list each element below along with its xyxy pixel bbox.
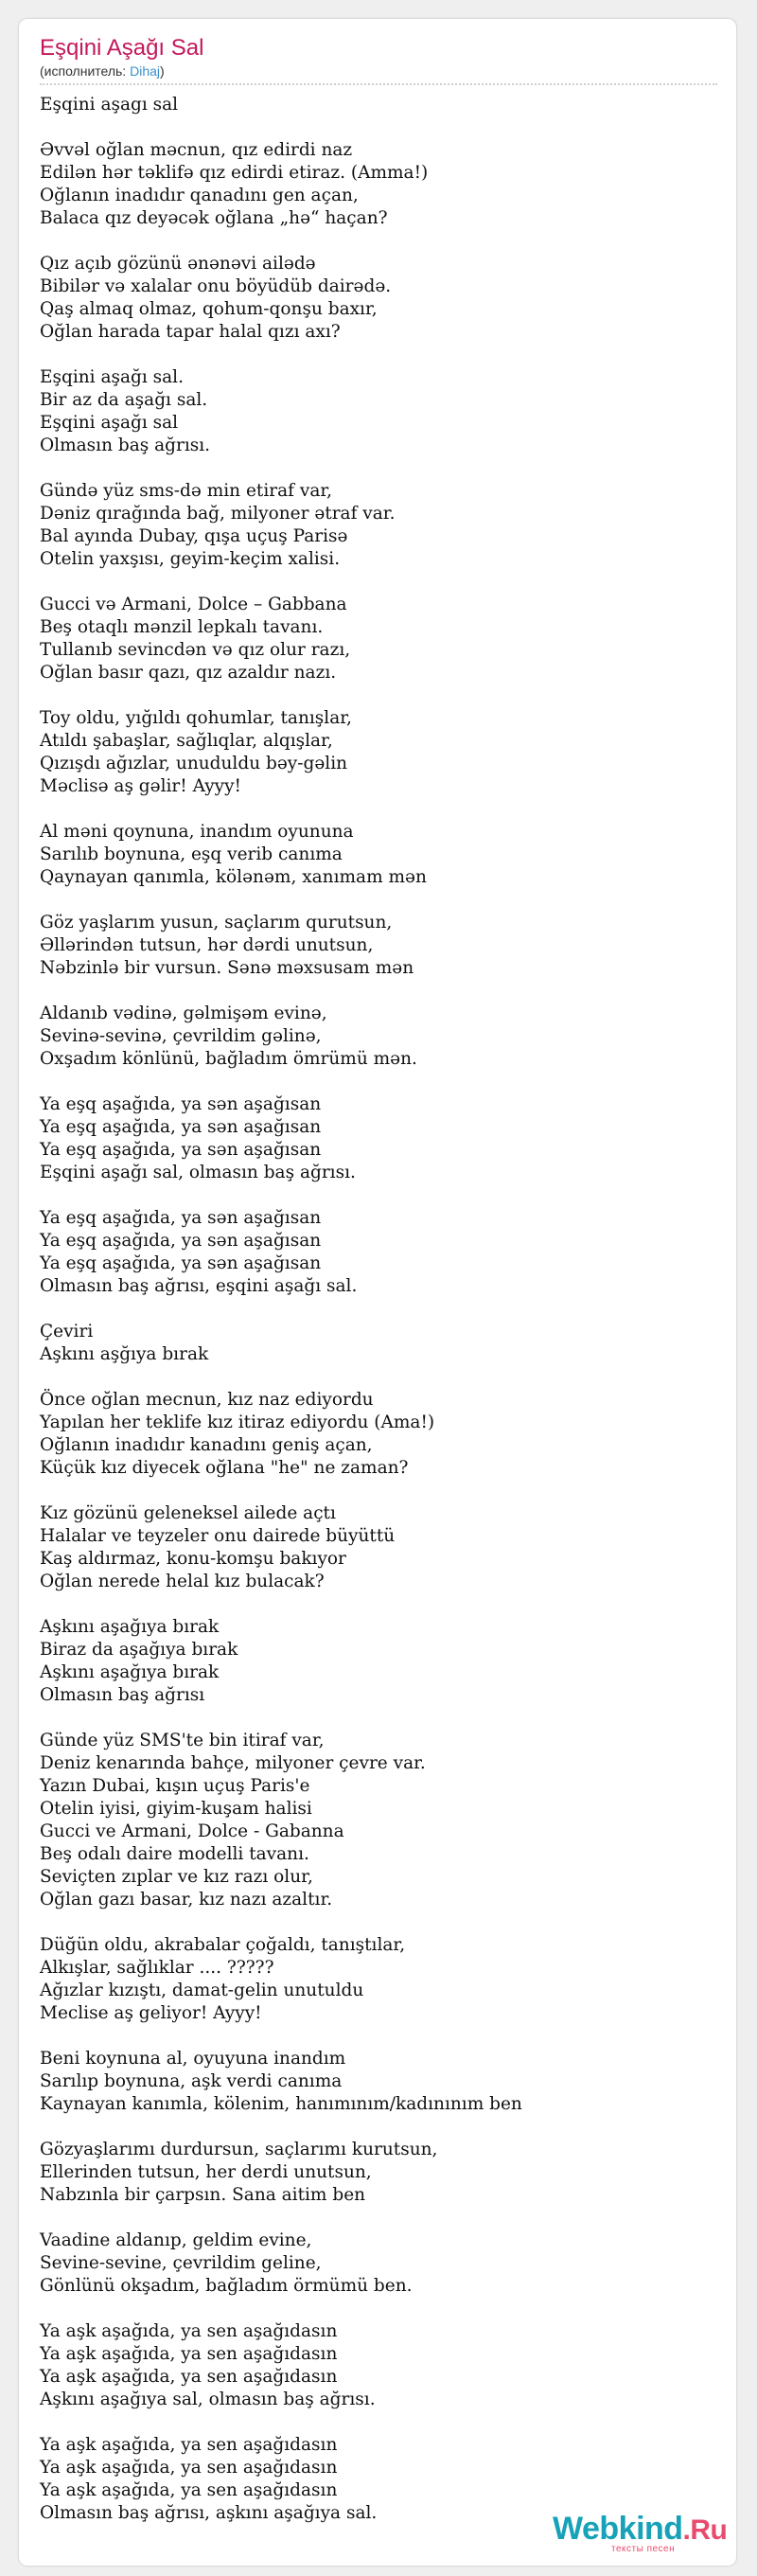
lyric-line: Sarılıp boynuna, aşk verdi canıma — [40, 2071, 343, 2091]
lyric-line: Aşkını aşağıya bırak — [40, 1617, 220, 1637]
song-header — [40, 35, 717, 85]
lyric-line: Ağızlar kızıştı, damat-gelin unutuldu — [40, 1981, 364, 2000]
lyric-line: Eşqini aşagı sal — [40, 95, 179, 115]
lyrics-stanza — [40, 366, 717, 457]
lyric-line: Ya eşq aşağıda, ya sən aşağısan — [40, 1208, 322, 1228]
lyric-line: Beni koynuna al, oyuyuna inandım — [40, 2049, 346, 2069]
lyric-line: Önce oğlan mecnun, kız naz ediyordu — [40, 1390, 374, 1410]
lyrics-stanza — [40, 1502, 717, 1593]
lyric-line: Eşqini aşağı sal. — [40, 367, 184, 387]
lyric-line: Tullanıb sevincdən və qız olur razı, — [40, 640, 351, 660]
lyric-line: Olmasın baş ağrısı. — [40, 435, 211, 455]
lyric-line: Yapılan her teklife kız itiraz ediyordu (Ama!) — [40, 1412, 435, 1432]
lyrics-stanza — [40, 1389, 717, 1480]
webkind-logo[interactable] — [553, 2511, 742, 2560]
lyric-line: Ellerinden tutsun, her derdi unutsun, — [40, 2162, 372, 2182]
dotted-divider — [40, 83, 717, 85]
lyric-line: Halalar ve teyzeler onu dairede büyüttü — [40, 1526, 396, 1546]
lyric-line: Ya aşk aşağıda, ya sen aşağıdasın — [40, 2435, 338, 2455]
logo-text — [553, 2511, 742, 2549]
lyrics-stanza — [40, 2139, 717, 2207]
lyric-line: Kaynayan kanımla, kölenim, hanımınım/kadınınım ben — [40, 2094, 522, 2114]
lyric-line: Nabzınla bir çarpsın. Sana aitim ben — [40, 2185, 366, 2205]
lyrics-stanza — [40, 480, 717, 571]
lyrics-stanza — [40, 2320, 717, 2411]
lyrics-stanza — [40, 1093, 717, 1184]
lyric-line: Eşqini aşağı sal, olmasın baş ağrısı. — [40, 1163, 356, 1182]
lyric-line: Kaş aldırmaz, konu-komşu bakıyor — [40, 1549, 346, 1569]
lyric-line: Gucci ve Armani, Dolce - Gabanna — [40, 1821, 344, 1841]
lyric-line: Sarılıb boynuna, eşq verib canıma — [40, 844, 343, 864]
lyric-line: Biraz da aşağıya bırak — [40, 1640, 238, 1660]
lyric-line: Qız açıb gözünü ənənəvi ailədə — [40, 254, 316, 274]
lyric-line: Beş otaqlı mənzil lepkalı tavanı. — [40, 617, 324, 637]
lyric-line: Alkışlar, sağlıklar .... ????? — [40, 1958, 274, 1978]
lyric-line: Meclise aş geliyor! Ayyy! — [40, 2003, 262, 2023]
lyric-line: Sevinə-sevinə, çevrildim gəlinə, — [40, 1026, 322, 1046]
lyric-line: Küçük kız diyecek oğlana "he" ne zaman? — [40, 1458, 409, 1478]
lyric-line: Balaca qız deyəcək oğlana „hə“ haçan? — [40, 208, 388, 228]
lyrics-stanza — [40, 821, 717, 889]
lyric-line: Aşkını aşağıya bırak — [40, 1662, 220, 1682]
lyric-line: Aşkını aşağıya sal, olmasın baş ağrısı. — [40, 2389, 376, 2409]
lyric-line: Düğün oldu, akrabalar çoğaldı, tanıştılar, — [40, 1935, 406, 1955]
lyric-line: Əvvəl oğlan məcnun, qız edirdi naz — [40, 140, 353, 160]
lyric-line: Al məni qoynuna, inandım oyununa — [40, 822, 354, 842]
lyric-line: Ya aşk aşağıda, ya sen aşağıdasın — [40, 2321, 338, 2341]
lyric-line: Eşqini aşağı sal — [40, 413, 179, 433]
lyric-line: Ya eşq aşağıda, ya sən aşağısan — [40, 1117, 322, 1137]
lyric-line: Gündə yüz sms-də min etiraf var, — [40, 481, 333, 501]
lyric-line: Aşkını aşğıya bırak — [40, 1344, 209, 1364]
lyric-line: Otelin iyisi, giyim-kuşam halisi — [40, 1799, 312, 1819]
lyric-line: Bir az da aşağı sal. — [40, 390, 208, 410]
lyric-line: Qızışdı ağızlar, unuduldu bəy-gəlin — [40, 754, 348, 773]
lyric-line: Sevine-sevine, çevrildim geline, — [40, 2253, 322, 2273]
performer-link[interactable]: Dihaj — [130, 63, 160, 79]
lyric-line: Olmasın baş ağrısı — [40, 1685, 205, 1705]
lyrics-stanza — [40, 594, 717, 684]
lyrics-stanza — [40, 1616, 717, 1707]
logo-brand: Webkind — [553, 2511, 683, 2547]
lyric-line: Olmasın baş ağrısı, eşqini aşağı sal. — [40, 1276, 358, 1296]
song-title: Eşqini Aşağı Sal — [40, 35, 204, 61]
lyrics-stanza — [40, 2230, 717, 2298]
lyric-line: Atıldı şabaşlar, sağlıqlar, alqışlar, — [40, 731, 333, 751]
lyric-line: Bibilər və xalalar onu böyüdüb dairədə. — [40, 276, 392, 296]
lyric-line: Gucci və Armani, Dolce – Gabbana — [40, 595, 347, 614]
lyric-line: Edilən hər təklifə qız edirdi etiraz. (Amma!) — [40, 163, 429, 183]
lyrics-stanza — [40, 94, 717, 116]
lyrics-stanza — [40, 1003, 717, 1071]
lyric-line: Toy oldu, yığıldı qohumlar, tanışlar, — [40, 708, 352, 728]
lyric-line: Çeviri — [40, 1322, 94, 1341]
lyric-line: Ya aşk aşağıda, ya sen aşağıdasın — [40, 2480, 338, 2500]
lyric-line: Günde yüz SMS'te bin itiraf var, — [40, 1731, 325, 1750]
performer-prefix: (исполнитель: — [40, 63, 131, 79]
lyrics-stanza — [40, 1934, 717, 2025]
lyrics-stanza — [40, 1207, 717, 1298]
lyric-line: Bal ayında Dubay, qışa uçuş Parisə — [40, 526, 348, 546]
lyrics-stanza — [40, 139, 717, 230]
performer-line — [40, 62, 717, 80]
performer-suffix: ) — [160, 63, 165, 79]
lyric-line: Məclisə aş gəlir! Ayyy! — [40, 776, 241, 796]
lyric-line: Seviçten zıplar ve kız razı olur, — [40, 1867, 313, 1887]
lyrics-stanza — [40, 1730, 717, 1911]
lyrics-stanza — [40, 1321, 717, 1366]
logo-tagline: тексты песен — [611, 2544, 676, 2554]
lyric-line: Dəniz qırağında bağ, milyoner ətraf var. — [40, 504, 396, 524]
lyric-line: Əllərindən tutsun, hər dərdi unutsun, — [40, 935, 374, 955]
lyric-line: Göz yaşlarım yusun, saçlarım qurutsun, — [40, 913, 393, 933]
lyric-line: Ya eşq aşağıda, ya sən aşağısan — [40, 1140, 322, 1160]
lyric-line: Kız gözünü geleneksel ailede açtı — [40, 1503, 336, 1523]
lyrics-card — [18, 18, 737, 2567]
lyric-line: Yazın Dubai, kışın uçuş Paris'e — [40, 1776, 310, 1796]
lyric-line: Oğlanın inadıdır kanadını geniş açan, — [40, 1435, 373, 1455]
lyric-line: Ya eşq aşağıda, ya sən aşağısan — [40, 1253, 322, 1273]
lyric-line: Ya aşk aşağıda, ya sen aşağıdasın — [40, 2458, 338, 2478]
lyric-line: Qaynayan qanımla, kölənəm, xanımam mən — [40, 867, 427, 887]
logo-tld: .Ru — [682, 2514, 728, 2546]
lyric-line: Gözyaşlarımı durdursun, saçlarımı kurutsun, — [40, 2140, 438, 2159]
lyric-line: Oğlan nerede helal kız bulacak? — [40, 1572, 325, 1591]
lyric-line: Gönlünü okşadım, bağladım örmümü ben. — [40, 2276, 413, 2296]
lyrics-stanza — [40, 2048, 717, 2116]
lyric-line: Oğlan harada tapar halal qızı axı? — [40, 322, 341, 342]
lyrics-stanza — [40, 912, 717, 980]
lyric-line: Oğlan basır qazı, qız azaldır nazı. — [40, 663, 337, 683]
lyrics-stanza — [40, 707, 717, 798]
lyric-line: Oğlan gazı basar, kız nazı azaltır. — [40, 1890, 333, 1910]
lyrics-body — [40, 94, 717, 2548]
lyric-line: Nəbzinlə bir vursun. Sənə məxsusam mən — [40, 958, 414, 978]
lyric-line: Ya eşq aşağıda, ya sən aşağısan — [40, 1231, 322, 1251]
lyric-line: Ya aşk aşağıda, ya sen aşağıdasın — [40, 2344, 338, 2364]
lyric-line: Aldanıb vədinə, gəlmişəm evinə, — [40, 1004, 327, 1023]
lyric-line: Oxşadım könlünü, bağladım ömrümü mən. — [40, 1049, 417, 1069]
lyric-line: Beş odalı daire modelli tavanı. — [40, 1844, 309, 1864]
lyrics-stanza — [40, 253, 717, 344]
lyric-line: Ya aşk aşağıda, ya sen aşağıdasın — [40, 2367, 338, 2387]
lyric-line: Deniz kenarında bahçe, milyoner çevre var. — [40, 1753, 426, 1773]
lyric-line: Olmasın baş ağrısı, aşkını aşağıya sal. — [40, 2503, 378, 2523]
lyric-line: Otelin yaxşısı, geyim-keçim xalisi. — [40, 549, 341, 569]
lyric-line: Qaş almaq olmaz, qohum-qonşu baxır, — [40, 299, 378, 319]
lyric-line: Vaadine aldanıp, geldim evine, — [40, 2230, 312, 2250]
lyric-line: Ya eşq aşağıda, ya sən aşağısan — [40, 1094, 322, 1114]
lyric-line: Oğlanın inadıdır qanadını gen açan, — [40, 186, 359, 205]
